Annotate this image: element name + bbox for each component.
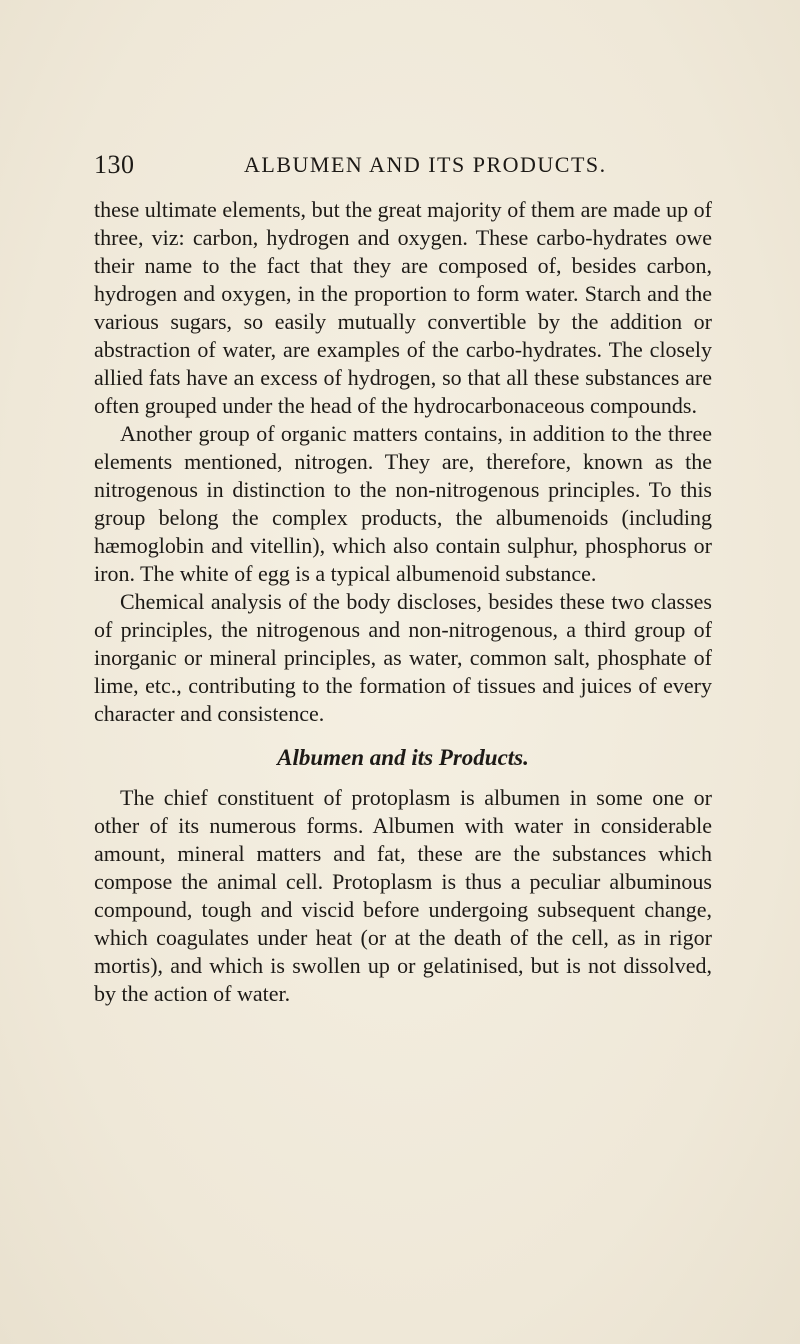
paragraph-nitrogenous: Another group of organic matters contains, in addition to the three elements mentioned, nitrogen. They are, therefore, known as the nitrogenous in distinction to the non-nitrogenous principles. To this group belong the complex products, the albumenoids (including hæmoglobin and vitellin), which also contain sulphur, phosphorus or iron. The white of egg is a typical albumenoid substance. bbox=[94, 421, 712, 586]
section-heading: Albumen and its Products. bbox=[277, 745, 529, 770]
paragraph-albumen: The chief constituent of protoplasm is albumen in some one or other of its numerous forms. Albumen with water in considerable amount, mineral matters and fat, these are the substances which compose the animal cell. Protoplasm is thus a peculiar albuminous compound, tough and viscid before undergoing subsequent change, which coagulates under heat (or at the death of the cell, as in rigor mortis), and which is swollen up or gelatinised, but is not dissolved, by the action of water. bbox=[94, 785, 712, 1006]
paragraph-inorganic: Chemical analysis of the body discloses, besides these two classes of principles, the nitrogenous and non-nitrogenous, a third group of inorganic or mineral principles, as water, common salt, phosphate of lime, etc., contributing to the formation of tissues and juices of every character and consistence. bbox=[94, 589, 712, 726]
page-number: 130 bbox=[94, 150, 135, 179]
running-title: ALBUMEN AND ITS PRODUCTS. bbox=[244, 152, 607, 177]
paragraph-carbohydrates: these ultimate elements, but the great majority of them are made up of three, viz: carbon, hydrogen and oxygen. These carbo-hydrates owe their name to the fact that they are composed of, besides carbon, hydrogen and oxygen, in the proportion to form water. Starch and the various sugars, so easily mutually convertible by the addition or abstraction of water, are examples of the carbo-hydrates. The closely allied fats have an excess of hydrogen, so that all these substances are often grouped under the head of the hydrocarbonaceous compounds. bbox=[94, 197, 712, 418]
body-text bbox=[94, 196, 712, 1008]
page-header bbox=[94, 150, 712, 180]
